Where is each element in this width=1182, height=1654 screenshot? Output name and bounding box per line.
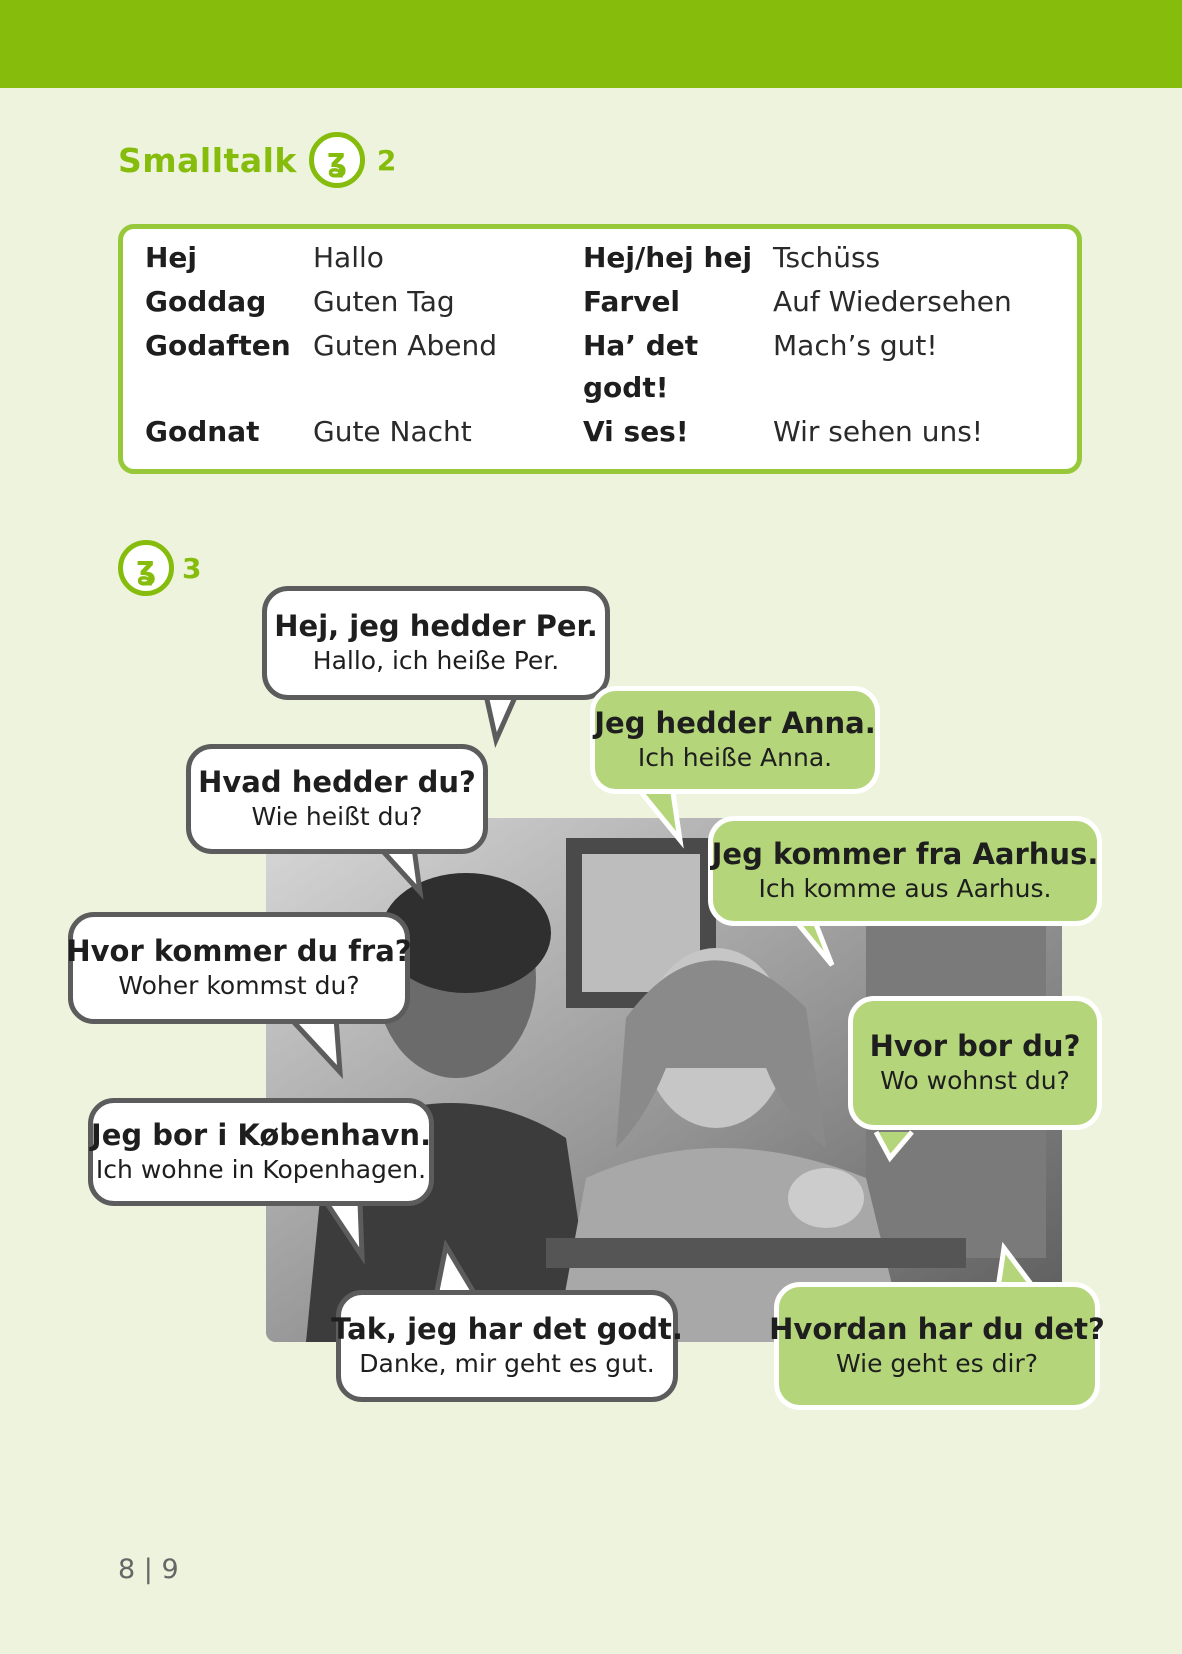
vocab-german: Gute Nacht — [313, 415, 472, 448]
bubble-danish: Jeg kommer fra Aarhus. — [711, 837, 1099, 871]
speech-bubble-woman — [590, 686, 880, 794]
speech-bubble-man — [68, 912, 410, 1024]
vocab-german: Tschüss — [773, 241, 881, 274]
bubble-german: Wie geht es dir? — [835, 1349, 1038, 1378]
vocab-german: Guten Tag — [313, 285, 455, 318]
ear-icon[interactable]: ʓ — [309, 132, 365, 188]
vocab-danish: Hej — [145, 241, 198, 274]
bubble-german: Danke, mir geht es gut. — [359, 1349, 655, 1378]
speech-bubble-woman — [708, 816, 1102, 926]
bubble-danish: Hvor bor du? — [869, 1029, 1081, 1063]
bubble-danish: Jeg bor i København. — [90, 1118, 432, 1152]
speech-bubble-woman — [848, 996, 1102, 1130]
vocab-german: Wir sehen uns! — [773, 415, 983, 448]
vocab-danish: Godaften — [145, 329, 291, 362]
speech-bubble-woman — [769, 1282, 1105, 1410]
bubble-danish: Hvordan har du det? — [769, 1312, 1105, 1346]
vocab-german: Hallo — [313, 241, 384, 274]
speech-bubble-man — [88, 1098, 434, 1206]
vocab-danish: Vi ses! — [583, 415, 689, 448]
bubble-german: Hallo, ich heiße Per. — [312, 646, 560, 675]
speech-bubble-man — [331, 1290, 683, 1402]
page-number: 8 | 9 — [118, 1554, 179, 1585]
bubble-danish: Hvor kommer du fra? — [66, 934, 412, 968]
vocab-danish: Ha’ det godt! — [583, 329, 699, 404]
bubble-german: Ich wohne in Kopenhagen. — [95, 1155, 427, 1184]
vocab-german: Auf Wiedersehen — [773, 285, 1012, 318]
vocab-danish: Hej/hej hej — [583, 241, 753, 274]
bubble-danish: Jeg hedder Anna. — [594, 706, 876, 740]
ear-icon[interactable]: ʓ — [118, 540, 174, 596]
speech-bubble-man — [186, 744, 488, 854]
bubble-danish: Hvad hedder du? — [198, 765, 476, 799]
audio-track-number: 2 — [376, 143, 397, 177]
bubble-german: Woher kommst du? — [118, 971, 360, 1000]
vocab-danish: Farvel — [583, 285, 681, 318]
bubble-german: Ich komme aus Aarhus. — [758, 874, 1052, 903]
bubble-danish: Tak, jeg har det godt. — [331, 1312, 683, 1346]
speech-bubble-man — [262, 586, 610, 700]
vocab-danish: Goddag — [145, 285, 267, 318]
bubble-danish: Hej, jeg hedder Per. — [274, 609, 598, 643]
vocab-danish: Godnat — [145, 415, 260, 448]
vocab-german: Guten Abend — [313, 329, 497, 362]
vocab-german: Mach’s gut! — [773, 329, 938, 362]
bubble-german: Wie heißt du? — [251, 802, 423, 831]
section-title: Smalltalk — [118, 140, 297, 180]
audio-track-number: 3 — [182, 551, 202, 585]
bubble-german: Ich heiße Anna. — [637, 743, 833, 772]
bubble-german: Wo wohnst du? — [880, 1066, 1070, 1095]
